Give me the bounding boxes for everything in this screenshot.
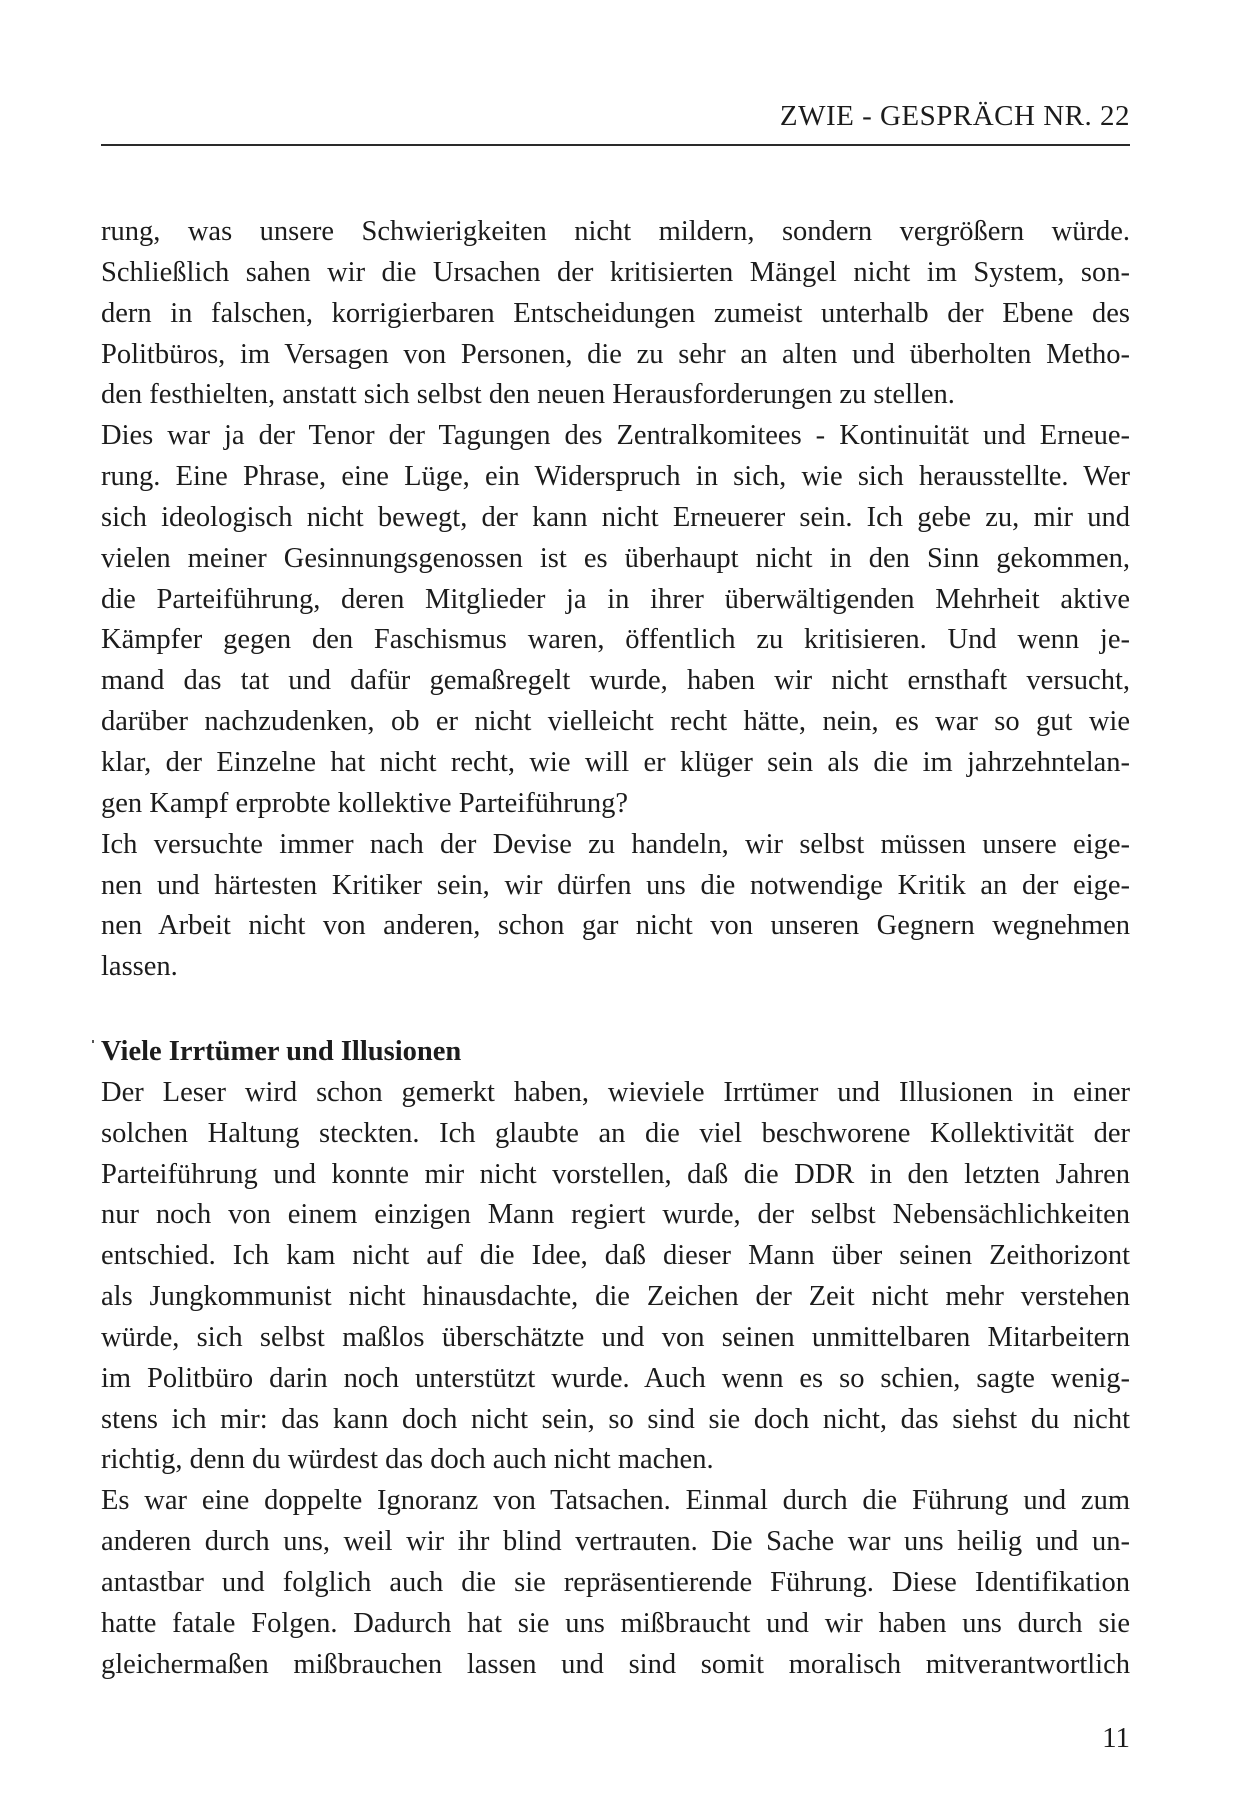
- text-line: sich ideologisch nicht bewegt, der kann nicht Erneuerer sein. Ich gebe zu, mir und: [101, 501, 1130, 533]
- text-line: entschied. Ich kam nicht auf die Idee, daß dieser Mann über seinen Zeithorizont: [101, 1240, 1130, 1272]
- text-line: vielen meiner Gesinnungsgenossen ist es überhaupt nicht in den Sinn gekommen,: [101, 542, 1130, 574]
- text-line: rung, was unsere Schwierigkeiten nicht mildern, sondern vergrößern würde.: [101, 216, 1130, 247]
- text-line: lassen.: [101, 951, 178, 983]
- text-line: Parteiführung und konnte mir nicht vorstellen, daß die DDR in den letzten Jahren: [101, 1158, 1130, 1190]
- header-rule: [101, 144, 1130, 146]
- text-line: nen und härtesten Kritiker sein, wir dürfen uns die notwendige Kritik an der eige-: [101, 869, 1130, 901]
- text-line: anderen durch uns, weil wir ihr blind vertrauten. Die Sache war uns heilig und un-: [101, 1526, 1130, 1558]
- text-line: gleichermaßen mißbrauchen lassen und sind somit moralisch mitverantwortlich: [101, 1648, 1130, 1680]
- text-line: den festhielten, anstatt sich selbst den neuen Herausforderungen zu stellen.: [101, 379, 955, 411]
- text-line: würde, sich selbst maßlos überschätzte und von seinen unmittelbaren Mitarbeitern: [101, 1321, 1130, 1353]
- page-number: 11: [1102, 1722, 1130, 1754]
- text-line: Schließlich sahen wir die Ursachen der kritisierten Mängel nicht im System, son-: [101, 256, 1130, 288]
- text-line: klar, der Einzelne hat nicht recht, wie will er klüger sein als die im jahrzehntelan-: [101, 746, 1130, 778]
- text-line: dern in falschen, korrigierbaren Entscheidungen zumeist unterhalb der Ebene des: [101, 297, 1130, 329]
- text-line: Dies war ja der Tenor der Tagungen des Zentralkomitees - Kontinuität und Erneue-: [101, 420, 1130, 452]
- text-line: richtig, denn du würdest das doch auch nicht machen.: [101, 1444, 714, 1476]
- running-header: ZWIE - GESPRÄCH NR. 22: [779, 100, 1130, 132]
- text-line: antastbar und folglich auch die sie repräsentierende Führung. Diese Identifikation: [101, 1567, 1130, 1598]
- section-spacer: [101, 988, 1130, 1032]
- text-line: als Jungkommunist nicht hinausdachte, die Zeichen der Zeit nicht mehr verstehen: [101, 1281, 1130, 1313]
- text-line: die Parteiführung, deren Mitglieder ja in ihrer überwältigenden Mehrheit aktive: [101, 583, 1130, 615]
- text-line: nen Arbeit nicht von anderen, schon gar nicht von unseren Gegnern wegnehmen: [101, 910, 1130, 942]
- text-line: hatte fatale Folgen. Dadurch hat sie uns mißbraucht und wir haben uns durch sie: [101, 1607, 1130, 1639]
- text-line: mand das tat und dafür gemaßregelt wurde, haben wir nicht ernsthaft versucht,: [101, 665, 1130, 697]
- text-line: Politbüros, im Versagen von Personen, die zu sehr an alten und überholten Metho-: [101, 338, 1130, 370]
- text-line: im Politbüro darin noch unterstützt wurde. Auch wenn es so schien, sagte wenig-: [101, 1362, 1130, 1394]
- text-line: solchen Haltung steckten. Ich glaubte an die viel beschworene Kollektivität der: [101, 1117, 1130, 1149]
- text-line: Kämpfer gegen den Faschismus waren, öffentlich zu kritisieren. Und wenn je-: [101, 624, 1130, 656]
- text-line: Der Leser wird schon gemerkt haben, wieviele Irrtümer und Illusionen in einer: [101, 1076, 1130, 1108]
- body-text: [101, 212, 1130, 1686]
- text-line: rung. Eine Phrase, eine Lüge, ein Widerspruch in sich, wie sich herausstellte. Wer: [101, 461, 1130, 493]
- text-line: Es war eine doppelte Ignoranz von Tatsachen. Einmal durch die Führung und zum: [101, 1485, 1130, 1517]
- text-line: darüber nachzudenken, ob er nicht vielleicht recht hätte, nein, es war so gut wie: [101, 706, 1130, 738]
- text-line: Ich versuchte immer nach der Devise zu handeln, wir selbst müssen unsere eige-: [101, 828, 1130, 860]
- text-line: nur noch von einem einzigen Mann regiert wurde, der selbst Nebensächlichkeiten: [101, 1199, 1130, 1231]
- text-line: gen Kampf erprobte kollektive Parteiführung?: [101, 787, 629, 819]
- margin-mark: [92, 1040, 94, 1043]
- text-line: stens ich mir: das kann doch nicht sein, so sind sie doch nicht, das siehst du nicht: [101, 1403, 1130, 1435]
- section-heading: Viele Irrtümer und Illusionen: [101, 1036, 462, 1068]
